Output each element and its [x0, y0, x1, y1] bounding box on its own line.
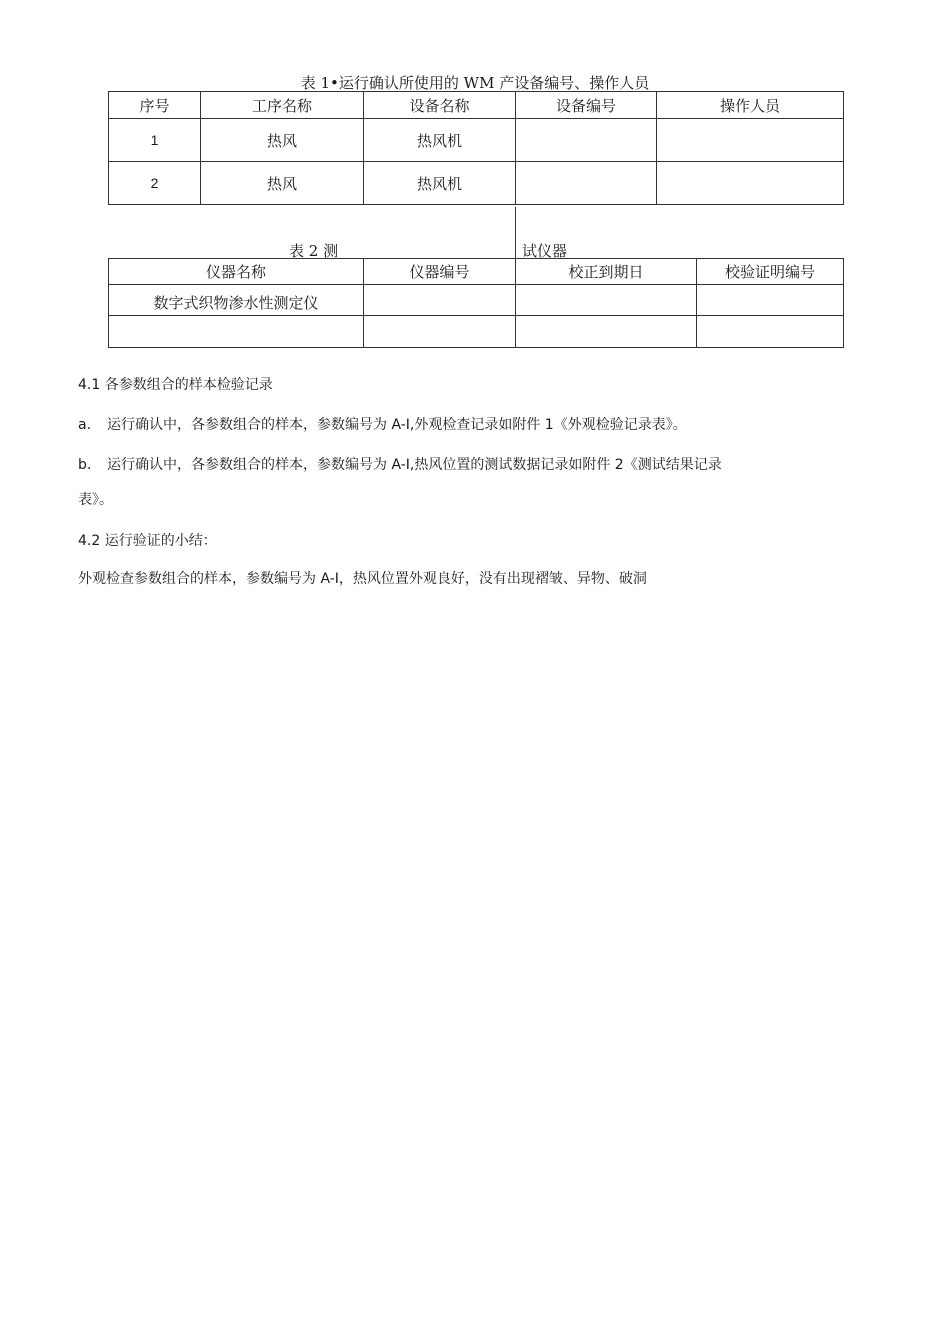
section-4-2-heading: 4.2 运行验证的小结： — [78, 533, 217, 549]
header-cell: 仪器名称 — [109, 259, 364, 285]
table1-caption: 表 1•运行确认所使用的 WM 产设备编号、操作人员 — [300, 74, 650, 92]
table-cell — [657, 119, 844, 162]
table-cell — [516, 285, 697, 316]
list-item — [78, 454, 722, 474]
list-item-text: 运行确认中，各参数组合的样本，参数编号为 A-I,外观检查记录如附件 1《外观检验记录表》。 — [107, 417, 687, 433]
instrument-table — [108, 258, 844, 348]
table-row — [109, 285, 844, 316]
table-cell — [516, 316, 697, 348]
list-marker: b. — [78, 457, 92, 473]
table-cell: 热风机 — [364, 119, 516, 162]
header-cell: 工序名称 — [201, 92, 364, 119]
table-cell: 热风 — [201, 162, 364, 205]
instrument-name: 数字式织物渗水性测定仪 — [153, 294, 319, 312]
table2-caption-right: 试仪器 — [522, 242, 568, 260]
table-cell: 热风机 — [364, 162, 516, 205]
list-item — [78, 414, 687, 434]
table-cell — [516, 119, 657, 162]
table-cell — [109, 316, 364, 348]
table-cell: 1 — [109, 119, 201, 162]
header-cell: 序号 — [109, 92, 201, 119]
header-cell: 校正到期日 — [516, 259, 697, 285]
table2-caption-left: 表 2 测 — [289, 242, 339, 260]
table-cell — [697, 316, 844, 348]
table-row — [109, 316, 844, 348]
section-4-1-heading: 4.1 各参数组合的样本检验记录 — [78, 377, 273, 393]
table-header-row — [109, 259, 844, 285]
equipment-table — [108, 91, 844, 205]
table-divider-line — [515, 207, 516, 259]
table-row — [109, 119, 844, 162]
table-cell — [364, 285, 516, 316]
table-row — [109, 162, 844, 205]
table-cell — [697, 285, 844, 316]
list-marker: a. — [78, 417, 92, 433]
header-cell: 设备编号 — [516, 92, 657, 119]
summary-text: 外观检查参数组合的样本，参数编号为 A-I，热风位置外观良好，没有出现褶皱、异物、破洞 — [78, 571, 647, 587]
list-item-continuation: 表》。 — [78, 492, 113, 508]
header-cell: 设备名称 — [364, 92, 516, 119]
table-header-row — [109, 92, 844, 119]
table-cell — [109, 285, 364, 316]
table-cell — [516, 162, 657, 205]
header-cell: 校验证明编号 — [697, 259, 844, 285]
header-cell: 仪器编号 — [364, 259, 516, 285]
table-cell — [364, 316, 516, 348]
table-cell: 2 — [109, 162, 201, 205]
table-cell — [657, 162, 844, 205]
header-cell: 操作人员 — [657, 92, 844, 119]
list-item-text: 运行确认中，各参数组合的样本，参数编号为 A-I,热风位置的测试数据记录如附件 2《测试结果记录 — [107, 457, 722, 473]
table-cell: 热风 — [201, 119, 364, 162]
